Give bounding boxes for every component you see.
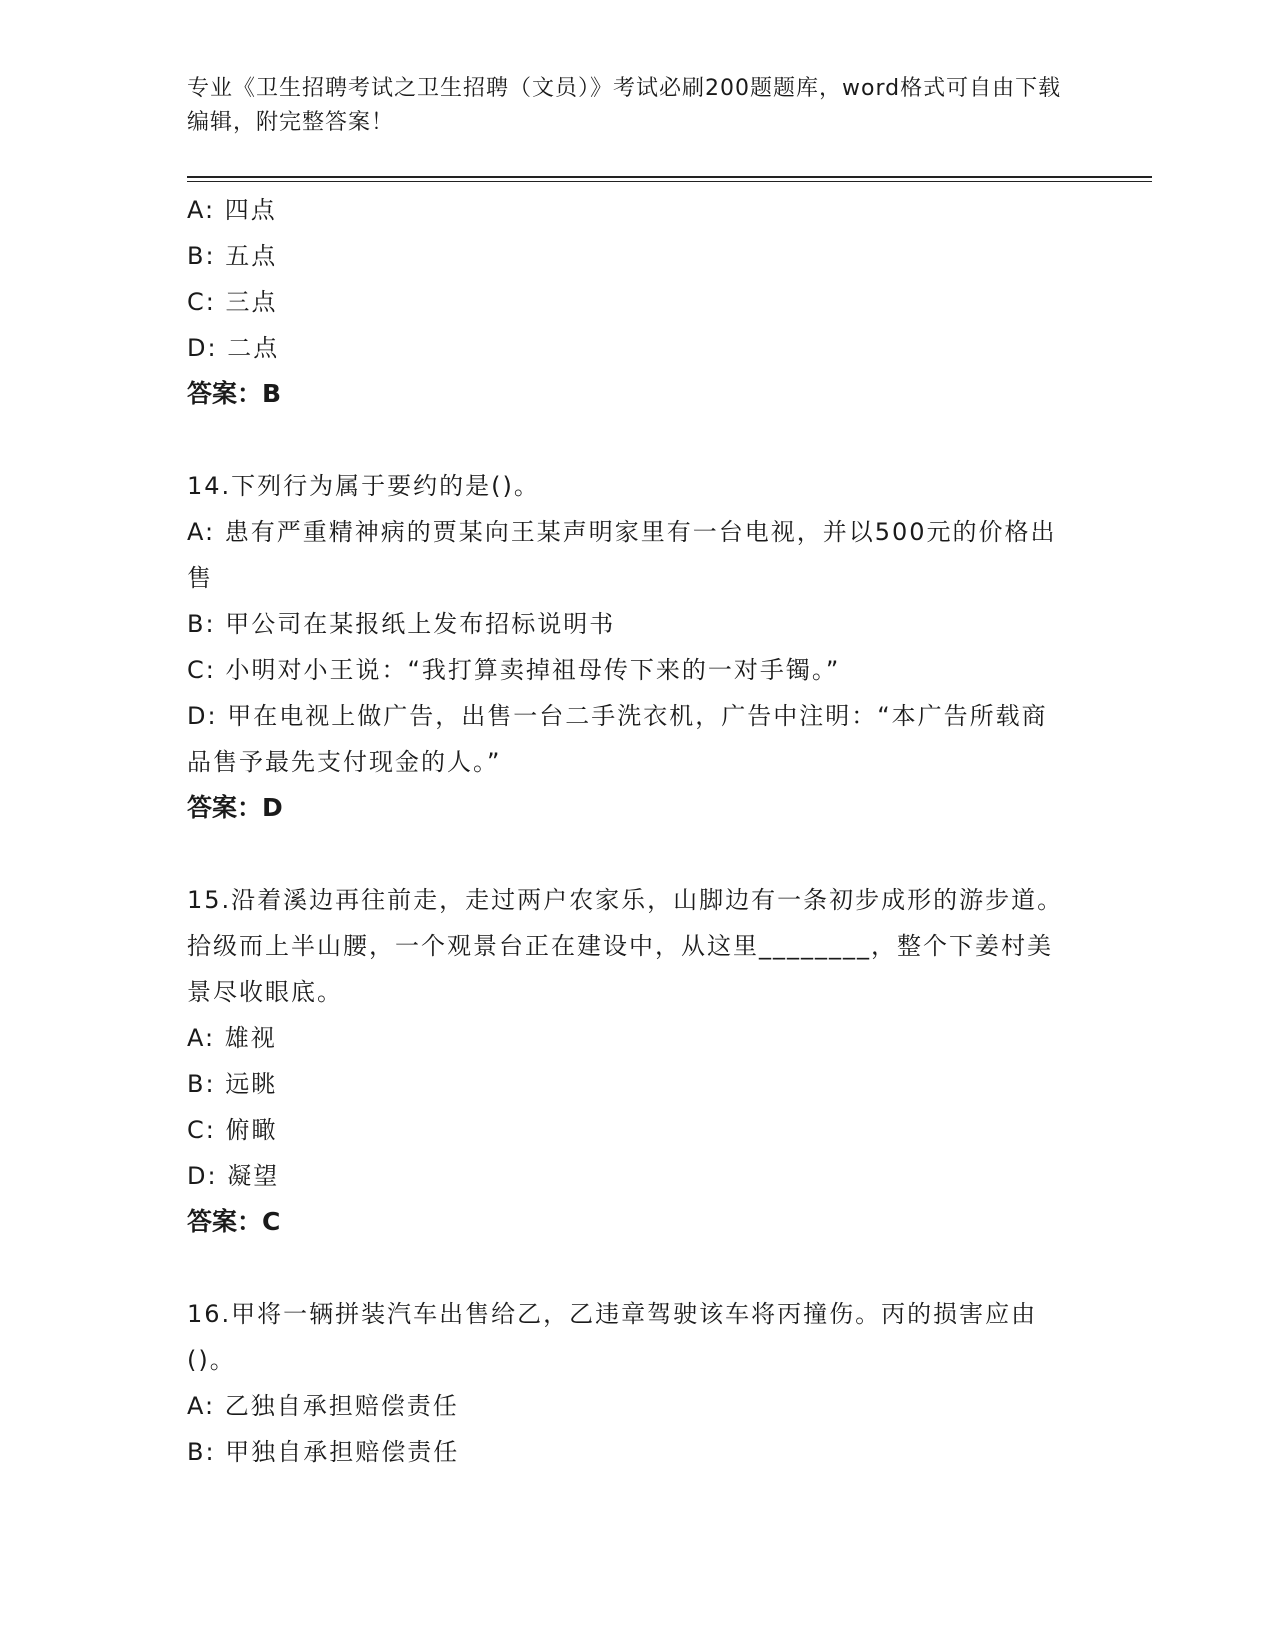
question-text: 14.下列行为属于要约的是()。 bbox=[187, 472, 540, 500]
question-block-15 bbox=[187, 877, 1067, 1245]
option-letter: B: bbox=[187, 1070, 216, 1098]
option-letter: C: bbox=[187, 656, 216, 684]
option-letter: D: bbox=[187, 334, 218, 362]
option-letter: C: bbox=[187, 288, 216, 316]
question-block-13 bbox=[187, 187, 1067, 417]
option-letter: B: bbox=[187, 1438, 216, 1466]
option-letter: B: bbox=[187, 242, 216, 270]
header-divider-thin bbox=[187, 181, 1152, 182]
option-text: 远眺 bbox=[225, 1070, 278, 1098]
option-b bbox=[187, 233, 1067, 279]
option-d bbox=[187, 325, 1067, 371]
question-block-14 bbox=[187, 463, 1067, 831]
spacer bbox=[187, 831, 1067, 877]
option-a bbox=[187, 1383, 1067, 1429]
option-letter: C: bbox=[187, 1116, 216, 1144]
option-text: 小明对小王说：“我打算卖掉祖母传下来的一对手镯。” bbox=[225, 656, 841, 684]
option-text: 四点 bbox=[224, 196, 277, 224]
option-text: 俯瞰 bbox=[225, 1116, 278, 1144]
option-text: 乙独自承担赔偿责任 bbox=[224, 1392, 459, 1420]
option-text: 二点 bbox=[227, 334, 280, 362]
option-letter: A: bbox=[187, 196, 216, 224]
option-text: 雄视 bbox=[224, 1024, 277, 1052]
option-letter: A: bbox=[187, 1392, 216, 1420]
option-letter: A: bbox=[187, 518, 216, 546]
option-text: 三点 bbox=[225, 288, 278, 316]
option-text: 甲公司在某报纸上发布招标说明书 bbox=[225, 610, 616, 638]
option-text: 甲独自承担赔偿责任 bbox=[225, 1438, 460, 1466]
option-c bbox=[187, 647, 1067, 693]
option-b bbox=[187, 1061, 1067, 1107]
option-a bbox=[187, 1015, 1067, 1061]
answer-line: 答案：D bbox=[187, 793, 283, 822]
option-c bbox=[187, 279, 1067, 325]
option-b bbox=[187, 1429, 1067, 1475]
answer-line: 答案：B bbox=[187, 379, 282, 408]
document-header: 专业《卫生招聘考试之卫生招聘（文员）》考试必刷200题题库，word格式可自由下载编辑，附完整答案！ bbox=[187, 76, 1062, 135]
option-text: 甲在电视上做广告，出售一台二手洗衣机，广告中注明：“本广告所载商品售予最先支付现金的人。” bbox=[187, 702, 1048, 776]
question-block-16 bbox=[187, 1291, 1067, 1475]
option-letter: B: bbox=[187, 610, 216, 638]
answer-line: 答案：C bbox=[187, 1207, 281, 1236]
option-a bbox=[187, 187, 1067, 233]
question-text: 16.甲将一辆拼装汽车出售给乙，乙违章驾驶该车将丙撞伤。丙的损害应由()。 bbox=[187, 1300, 1038, 1374]
option-letter: A: bbox=[187, 1024, 216, 1052]
spacer bbox=[187, 417, 1067, 463]
option-letter: D: bbox=[187, 702, 218, 730]
option-b bbox=[187, 601, 1067, 647]
option-d bbox=[187, 1153, 1067, 1199]
option-a bbox=[187, 509, 1067, 601]
option-letter: D: bbox=[187, 1162, 218, 1190]
option-c bbox=[187, 1107, 1067, 1153]
spacer bbox=[187, 1245, 1067, 1291]
question-text: 15.沿着溪边再往前走，走过两户农家乐，山脚边有一条初步成形的游步道。拾级而上半山腰，一个观景台正在建设中，从这里________，整个下姜村美景尽收眼底。 bbox=[187, 886, 1064, 1006]
option-d bbox=[187, 693, 1067, 785]
header-divider-thick bbox=[187, 176, 1152, 178]
option-text: 患有严重精神病的贾某向王某声明家里有一台电视，并以500元的价格出售 bbox=[187, 518, 1057, 592]
option-text: 凝望 bbox=[227, 1162, 280, 1190]
option-text: 五点 bbox=[225, 242, 278, 270]
question-list bbox=[187, 187, 1067, 1475]
